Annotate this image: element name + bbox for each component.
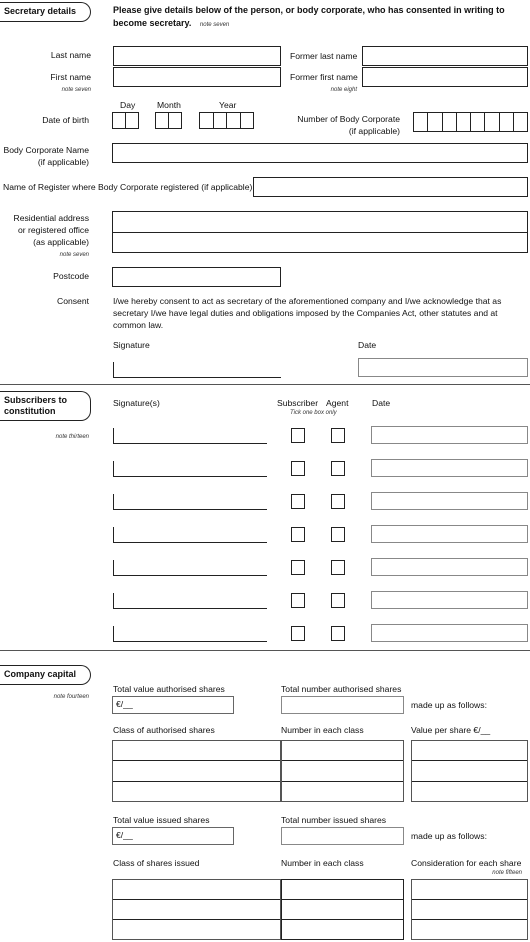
body-corporate-name-label xyxy=(0,144,89,168)
total-value-issued-label: Total value issued shares xyxy=(113,815,210,825)
subscribers-tab-line-1: Subscribers to xyxy=(4,395,68,405)
class-issued-label: Class of shares issued xyxy=(113,858,200,868)
residential-line-3: (as applicable) xyxy=(33,237,89,247)
first-name-label: First name xyxy=(50,72,91,82)
former-last-name-field[interactable] xyxy=(362,46,528,66)
subscriber-header: Subscriber xyxy=(277,398,319,408)
body-corporate-name-field[interactable] xyxy=(112,143,528,163)
subscriber-checkbox[interactable] xyxy=(291,593,305,608)
residential-line-2: or registered office xyxy=(17,225,89,235)
residential-note: note seven xyxy=(59,252,89,258)
subscriber-signature-line[interactable] xyxy=(113,461,267,477)
consent-label: Consent xyxy=(56,296,89,306)
last-name-label: Last name xyxy=(50,50,91,60)
signatures-header: Signature(s) xyxy=(113,398,160,408)
agent-checkbox[interactable] xyxy=(331,593,345,608)
consideration-note: note fifteen xyxy=(492,870,522,876)
made-up-as-label: made up as follows: xyxy=(411,700,487,710)
former-first-name-note: note eight xyxy=(330,87,357,93)
subscribers-tab xyxy=(0,391,91,421)
number-body-corporate-cells[interactable] xyxy=(413,112,528,132)
day-label: Day xyxy=(120,100,136,110)
number-each-class-label: Number in each class xyxy=(281,725,364,735)
euro-prefix: €/__ xyxy=(116,830,133,840)
secretary-date-label: Date xyxy=(358,340,377,350)
dob-year-cells[interactable] xyxy=(199,112,254,129)
residential-address-field[interactable] xyxy=(112,211,528,253)
made-up-as-label-2: made up as follows: xyxy=(411,831,487,841)
consideration-field[interactable] xyxy=(411,879,528,940)
total-value-issued-field[interactable] xyxy=(112,827,234,845)
body-corporate-name-line-1: Body Corporate Name xyxy=(3,145,89,155)
subscriber-checkbox[interactable] xyxy=(291,560,305,575)
subscriber-signature-line[interactable] xyxy=(113,527,267,543)
residential-line-1: Residential address xyxy=(13,213,89,223)
value-per-share-label: Value per share €/__ xyxy=(411,725,491,735)
number-body-corporate-label xyxy=(290,113,400,137)
subscriber-signature-line[interactable] xyxy=(113,593,267,609)
former-first-name-label: Former first name xyxy=(290,72,358,82)
subscriber-date-field[interactable] xyxy=(371,624,528,642)
subscriber-date-field[interactable] xyxy=(371,558,528,576)
class-issued-field[interactable] xyxy=(112,879,281,940)
year-label: Year xyxy=(219,100,237,110)
subscriber-signature-line[interactable] xyxy=(113,428,267,444)
subscriber-checkbox[interactable] xyxy=(291,494,305,509)
consideration-label: Consideration for each share xyxy=(411,858,522,868)
total-value-authorised-field[interactable] xyxy=(112,696,234,714)
total-number-authorised-field[interactable] xyxy=(281,696,404,714)
number-body-corporate-line-2: (if applicable) xyxy=(348,126,400,136)
number-body-corporate-line-1: Number of Body Corporate xyxy=(297,114,400,124)
postcode-field[interactable] xyxy=(112,267,281,287)
subscribers-tab-line-2: constitution xyxy=(4,406,56,416)
agent-checkbox[interactable] xyxy=(331,626,345,641)
subscriber-checkbox[interactable] xyxy=(291,626,305,641)
agent-checkbox[interactable] xyxy=(331,560,345,575)
residential-address-label xyxy=(0,212,89,248)
consent-text: I/we hereby consent to act as secretary of the aforementioned company and I/we acknowledge that as secretary I/we have legal duties and obligations imposed by the Companies Act, other statutes and at common law. xyxy=(113,296,502,330)
section-divider xyxy=(0,650,530,651)
value-per-share-field[interactable] xyxy=(411,740,528,802)
date-of-birth-label: Date of birth xyxy=(42,115,89,125)
dob-day-cells[interactable] xyxy=(112,112,139,129)
subscriber-date-field[interactable] xyxy=(371,591,528,609)
company-capital-tab: Company capital xyxy=(0,665,91,685)
postcode-label: Postcode xyxy=(53,271,89,281)
total-value-authorised-label: Total value authorised shares xyxy=(113,684,225,694)
secretary-intro-note: note seven xyxy=(199,22,230,28)
subscribers-date-header: Date xyxy=(372,398,391,408)
subscriber-date-field[interactable] xyxy=(371,525,528,543)
secretary-intro-text: Please give details below of the person, or body corporate, who has consented in writing to become secretary. xyxy=(113,5,505,28)
subscriber-signature-line[interactable] xyxy=(113,626,267,642)
subscriber-checkbox[interactable] xyxy=(291,527,305,542)
number-authorised-field[interactable] xyxy=(281,740,404,802)
secretary-date-field[interactable] xyxy=(358,358,528,377)
class-authorised-label: Class of authorised shares xyxy=(113,725,215,735)
agent-checkbox[interactable] xyxy=(331,428,345,443)
total-number-authorised-label: Total number authorised shares xyxy=(281,684,402,694)
subscriber-signature-line[interactable] xyxy=(113,560,267,576)
secretary-signature-label: Signature xyxy=(113,340,150,350)
first-name-field[interactable] xyxy=(113,67,281,87)
body-corporate-name-line-2: (if applicable) xyxy=(37,157,89,167)
agent-header: Agent xyxy=(326,398,349,408)
secretary-intro xyxy=(113,4,528,32)
subscriber-checkbox[interactable] xyxy=(291,428,305,443)
last-name-field[interactable] xyxy=(113,46,281,66)
former-last-name-label: Former last name xyxy=(290,51,358,61)
tick-note: Tick one box only xyxy=(290,410,337,416)
class-authorised-field[interactable] xyxy=(112,740,281,802)
agent-checkbox[interactable] xyxy=(331,461,345,476)
agent-checkbox[interactable] xyxy=(331,527,345,542)
secretary-signature-line[interactable] xyxy=(113,362,281,378)
number-issued-field[interactable] xyxy=(281,879,404,940)
month-label: Month xyxy=(157,100,181,110)
capital-note: note fourteen xyxy=(53,694,89,700)
first-name-note: note seven xyxy=(61,87,91,93)
subscriber-signature-line[interactable] xyxy=(113,494,267,510)
subscribers-note: note thirteen xyxy=(55,434,89,440)
register-name-label: Name of Register where Body Corporate registered (if applicable) xyxy=(3,182,253,192)
subscriber-date-field[interactable] xyxy=(371,426,528,444)
total-number-issued-field[interactable] xyxy=(281,827,404,845)
agent-checkbox[interactable] xyxy=(331,494,345,509)
subscriber-checkbox[interactable] xyxy=(291,461,305,476)
subscriber-date-field[interactable] xyxy=(371,459,528,477)
subscriber-date-field[interactable] xyxy=(371,492,528,510)
total-number-issued-label: Total number issued shares xyxy=(281,815,387,825)
former-first-name-field[interactable] xyxy=(362,67,528,87)
section-divider xyxy=(0,384,530,385)
number-each-class-label-2: Number in each class xyxy=(281,858,364,868)
secretary-details-tab: Secretary details xyxy=(0,2,91,22)
register-name-field[interactable] xyxy=(253,177,528,197)
euro-prefix: €/__ xyxy=(116,699,133,709)
dob-month-cells[interactable] xyxy=(155,112,182,129)
